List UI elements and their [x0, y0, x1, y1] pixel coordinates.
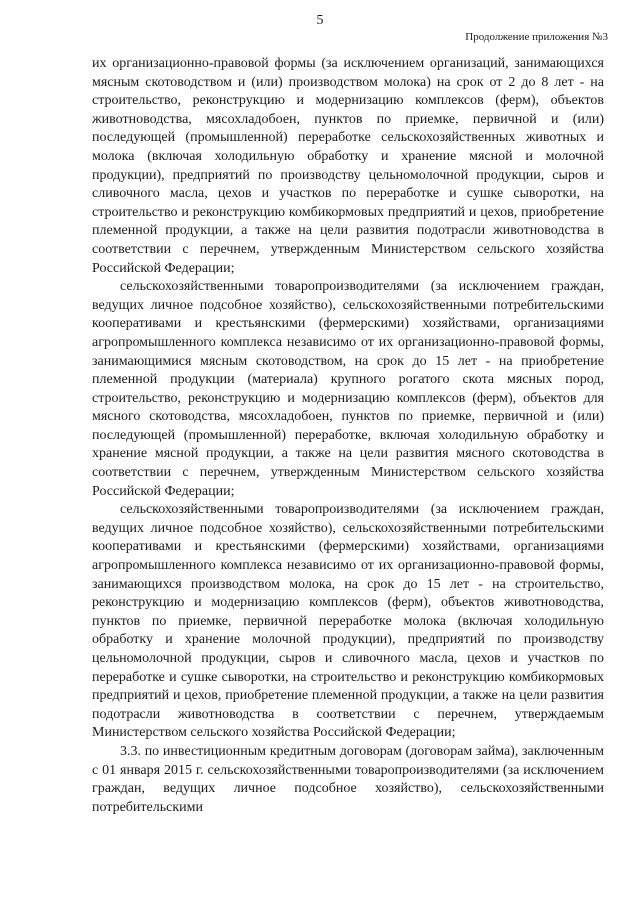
page-number: 5 [316, 13, 324, 28]
document-body [92, 55, 604, 817]
paragraph-3: сельскохозяйственными товаропроизводителями (за исключением граждан, ведущих личное подсобное хозяйство), сельскохозяйственными потребительскими кооперативами и крестьянскими (фермерскими) хозяйствами, организациями агропромышленного комплекса независимо от их организационно-правовой формы, занимающихся производством молока, на срок до 15 лет - на строительство, реконструкцию и модернизацию комплексов (ферм), объектов животноводства, пунктов по приемке, первичной переработке молока (включая холодильную обработку и хранение молочной продукции), предприятий по производству цельномолочной продукции, сыров и сливочного масла, цехов и участков по переработке и сушке сыворотки, на строительство и реконструкцию комбикормовых предприятий и цехов, приобретение племенной продукции, а также на цели развития подотрасли животноводства в соответствии с перечнем, утверждаемым Министерством сельского хозяйства Российской Федерации; [92, 502, 604, 741]
paragraph-4: 3.3. по инвестиционным кредитным договорам (договорам займа), заключенным с 01 января 2015 г. сельскохозяйственными товаропроизводителями (за исключением граждан, ведущих личное подсобное хозяйство), сельскохозяйственными потребительскими [92, 743, 604, 815]
paragraph-1: их организационно-правовой формы (за исключением организаций, занимающихся мясным скотоводством и (или) производством молока) на срок от 2 до 8 лет - на строительство, реконструкцию и модернизацию комплексов (ферм), объектов животноводства, мясохладобоен, пунктов по приемке, первичной и (или) последующей (промышленной) переработке сельскохозяйственных животных и молока (включая холодильную обработку и хранение мясной и молочной продукции), предприятий по производству цельномолочной продукции, сыров и сливочного масла, цехов и участков по переработке и сушке сыворотки, на строительство и реконструкцию комбикормовых предприятий и цехов, приобретение племенной продукции, а также на цели развития подотрасли животноводства в соответствии с перечнем, утвержденным Министерством сельского хозяйства Российской Федерации; [92, 56, 604, 276]
paragraph-2: сельскохозяйственными товаропроизводителями (за исключением граждан, ведущих личное подсобное хозяйство), сельскохозяйственными потребительскими кооперативами и крестьянскими (фермерскими) хозяйствами, организациями агропромышленного комплекса независимо от их организационно-правовой формы, занимающимися мясным скотоводством, на срок до 15 лет - на приобретение племенной продукции (материала) крупного рогатого скота мясных пород, строительство, реконструкцию и модернизацию комплексов (ферм), объектов для мясного скотоводства, мясохладобоен, пунктов по приемке, первичной и (или) последующей (промышленной) переработке, включая холодильную обработку и хранение мясной продукции, а также на цели развития мясного скотоводства в соответствии с перечнем, утвержденным Министерством сельского хозяйства Российской Федерации; [92, 279, 604, 499]
continuation-label: Продолжение приложения №3 [465, 31, 608, 43]
